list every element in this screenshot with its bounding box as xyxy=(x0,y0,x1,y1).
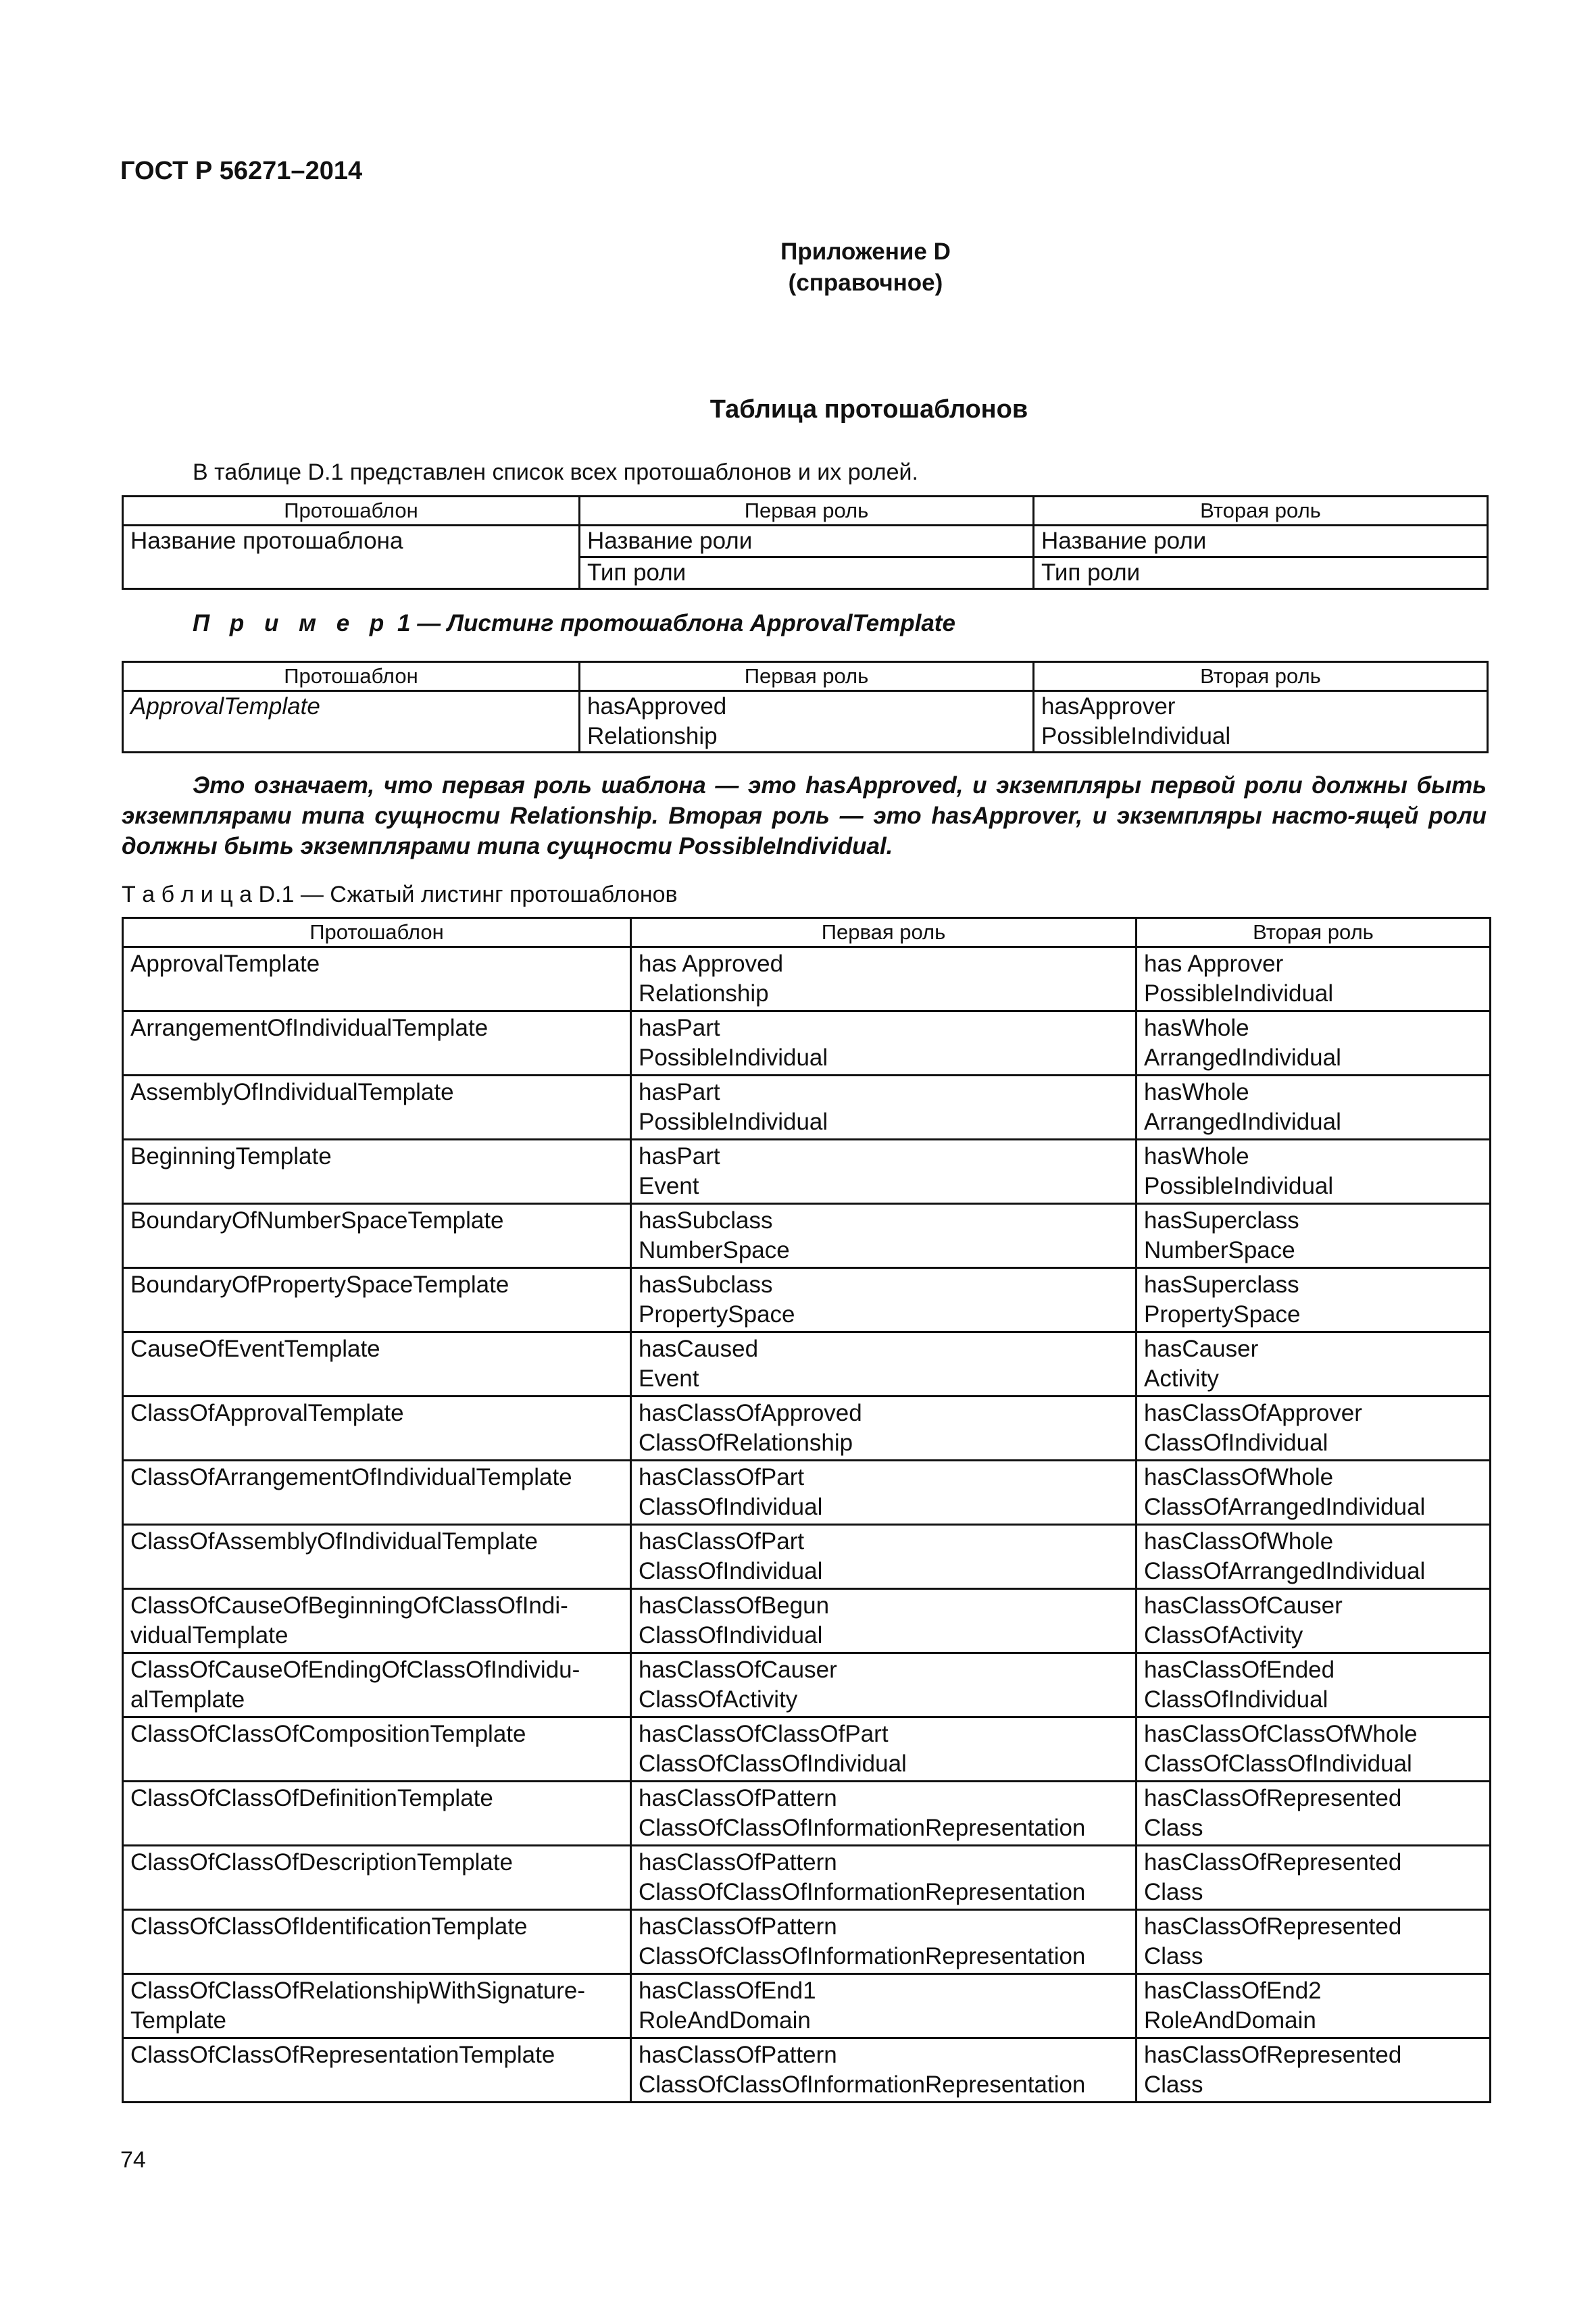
cell-line: hasCauser xyxy=(1144,1336,1259,1362)
cell-line: hasClassOfBegun xyxy=(639,1592,830,1619)
cell-line: ClassOfArrangedIndividual xyxy=(1144,1558,1426,1584)
cell-line: ClassOfCauseOfBeginningOfClassOfIndi- xyxy=(130,1592,568,1619)
template-cell xyxy=(123,1140,631,1204)
template-cell xyxy=(123,1076,631,1140)
cell-line: ClassOfAssemblyOfIndividualTemplate xyxy=(130,1528,539,1555)
template-cell xyxy=(123,1525,631,1589)
cell-line: ArrangedIndividual xyxy=(1144,1109,1341,1135)
cell-line: CauseOfEventTemplate xyxy=(130,1336,380,1362)
role2-cell xyxy=(1137,1268,1491,1332)
template-cell xyxy=(123,2038,631,2103)
role2-cell xyxy=(1137,2038,1491,2103)
cell-line: ClassOfIndividual xyxy=(1144,1686,1328,1713)
table-row xyxy=(123,691,1488,753)
header-cell: Протошаблон xyxy=(123,497,580,526)
role1-cell xyxy=(580,691,1034,753)
cell-line: PossibleIndividual xyxy=(639,1045,828,1071)
cell-line: hasClassOfCauser xyxy=(1144,1592,1343,1619)
cell-line: Event xyxy=(639,1173,699,1199)
template-cell xyxy=(123,1974,631,2038)
cell-line: hasClassOfPattern xyxy=(639,1913,837,1940)
table-row xyxy=(123,1717,1491,1782)
table-row xyxy=(123,1011,1491,1076)
cell-line: hasClassOfPart xyxy=(639,1464,805,1490)
cell-line: hasClassOfRepresented xyxy=(1144,1785,1402,1811)
template-cell xyxy=(123,1397,631,1461)
template-cell xyxy=(123,1589,631,1653)
cell-line: Event xyxy=(639,1365,699,1392)
cell-line: ClassOfClassOfRepresentationTemplate xyxy=(130,2042,555,2068)
template-name-cell: ApprovalTemplate xyxy=(123,691,580,753)
cell-line: PossibleIndividual xyxy=(1144,1173,1334,1199)
template-cell xyxy=(123,1332,631,1397)
table-row xyxy=(123,1268,1491,1332)
role2-cell xyxy=(1137,947,1491,1011)
cell-line: hasCaused xyxy=(639,1336,759,1362)
role2-type-cell: Тип роли xyxy=(1034,557,1488,589)
cell-line: ApprovalTemplate xyxy=(130,951,320,977)
table-caption-prefix: Т а б л и ц а xyxy=(122,882,253,907)
table-row xyxy=(123,1461,1491,1525)
header-cell: Протошаблон xyxy=(123,918,631,947)
table-row xyxy=(123,1397,1491,1461)
main-table-header-row xyxy=(123,918,1491,947)
table-row xyxy=(123,1076,1491,1140)
cell-line: hasClassOfClassOfPart xyxy=(639,1721,889,1747)
table-caption-text: D.1 — Сжатый листинг протошаблонов xyxy=(252,882,678,907)
cell-line: ClassOfIndividual xyxy=(639,1558,823,1584)
cell-line: hasSuperclass xyxy=(1144,1272,1299,1298)
cell-line: RoleAndDomain xyxy=(639,2007,811,2034)
cell-line: ClassOfActivity xyxy=(1144,1622,1303,1649)
cell-line: PropertySpace xyxy=(639,1301,795,1328)
page-number: 74 xyxy=(120,2147,146,2173)
cell-line: NumberSpace xyxy=(639,1237,790,1263)
role1-cell xyxy=(631,2038,1137,2103)
table-row xyxy=(123,1782,1491,1846)
main-table-body xyxy=(123,947,1491,2103)
cell-line: hasSubclass xyxy=(639,1207,773,1234)
table-row xyxy=(123,1140,1491,1204)
example-table-header-row xyxy=(123,662,1488,691)
role2-cell xyxy=(1137,1011,1491,1076)
cell-line: hasClassOfPattern xyxy=(639,1785,837,1811)
role1-name-cell: Название роли xyxy=(580,526,1034,557)
role2-cell xyxy=(1034,691,1488,753)
header-cell: Первая роль xyxy=(580,497,1034,526)
cell-line: Class xyxy=(1144,1815,1203,1841)
role2-cell xyxy=(1137,1332,1491,1397)
header-cell: Вторая роль xyxy=(1137,918,1491,947)
cell-line: alTemplate xyxy=(130,1686,245,1713)
cell-line: Template xyxy=(130,2007,227,2034)
cell-line: ClassOfClassOfInformationRepresentation xyxy=(639,1943,1086,1969)
cell-line: ClassOfArrangedIndividual xyxy=(1144,1494,1426,1520)
table-row xyxy=(123,1910,1491,1974)
cell-line: hasWhole xyxy=(1144,1015,1249,1041)
example-explanation: Это означает, что первая роль шаблона — это hasApproved, и экземпляры первой роли должны быть экземплярами типа сущности Relationship. Вторая роль — это hasApprover, и экземпляры насто-ящей роли должны быть экземплярами типа сущности PossibleIndividual. xyxy=(122,772,1487,859)
template-cell xyxy=(123,1268,631,1332)
template-name-cell: Название протошаблона xyxy=(123,526,580,589)
role1-cell xyxy=(631,1910,1137,1974)
role2-cell xyxy=(1137,1717,1491,1782)
cell-line: ClassOfIndividual xyxy=(639,1622,823,1649)
annex-subtitle: (справочное) xyxy=(788,270,943,296)
cell-line: hasWhole xyxy=(1144,1079,1249,1105)
role1-type-cell: Тип роли xyxy=(580,557,1034,589)
role1-cell xyxy=(631,1717,1137,1782)
document-code: ГОСТ Р 56271–2014 xyxy=(120,157,363,185)
role1-cell xyxy=(631,1846,1137,1910)
cell-line: hasClassOfEnd1 xyxy=(639,1978,816,2004)
cell-line: hasClassOfPattern xyxy=(639,2042,837,2068)
cell-line: ArrangedIndividual xyxy=(1144,1045,1341,1071)
role1-cell xyxy=(631,1011,1137,1076)
example-label-prefix: П р и м е р xyxy=(193,610,391,636)
role1-cell xyxy=(631,1525,1137,1589)
cell-line: NumberSpace xyxy=(1144,1237,1295,1263)
table-caption xyxy=(122,882,678,908)
cell-line: Activity xyxy=(1144,1365,1219,1392)
cell-line: BeginningTemplate xyxy=(130,1143,332,1169)
header-cell: Протошаблон xyxy=(123,662,580,691)
role2-cell xyxy=(1137,1974,1491,2038)
role1-type: Relationship xyxy=(587,723,718,749)
cell-line: hasPart xyxy=(639,1015,720,1041)
role1-cell xyxy=(631,1589,1137,1653)
role2-cell xyxy=(1137,1397,1491,1461)
template-cell xyxy=(123,1846,631,1910)
table-row xyxy=(123,526,1488,557)
section-title xyxy=(0,395,1596,424)
table-row xyxy=(123,1846,1491,1910)
table-row xyxy=(123,1204,1491,1268)
schema-table-header-row xyxy=(123,497,1488,526)
cell-line: Class xyxy=(1144,1879,1203,1905)
role1-cell xyxy=(631,1204,1137,1268)
cell-line: ClassOfClassOfRelationshipWithSignature- xyxy=(130,1978,586,2004)
cell-line: hasClassOfPart xyxy=(639,1528,805,1555)
cell-line: PropertySpace xyxy=(1144,1301,1301,1328)
template-cell xyxy=(123,1011,631,1076)
cell-line: has Approver xyxy=(1144,951,1284,977)
cell-line: hasClassOfPattern xyxy=(639,1849,837,1876)
cell-line: hasClassOfEnd2 xyxy=(1144,1978,1322,2004)
template-cell xyxy=(123,1717,631,1782)
cell-line: ClassOfClassOfIndividual xyxy=(1144,1751,1412,1777)
intro-paragraph: В таблице D.1 представлен список всех протошаблонов и их ролей. xyxy=(193,459,918,485)
template-cell xyxy=(123,947,631,1011)
role2-cell xyxy=(1137,1525,1491,1589)
cell-line: ClassOfClassOfInformationRepresentation xyxy=(639,1879,1086,1905)
cell-line: hasClassOfRepresented xyxy=(1144,1913,1402,1940)
cell-line: hasClassOfApproved xyxy=(639,1400,862,1426)
role2-cell xyxy=(1137,1204,1491,1268)
cell-line: hasClassOfRepresented xyxy=(1144,1849,1402,1876)
cell-line: PossibleIndividual xyxy=(639,1109,828,1135)
role2-cell xyxy=(1137,1461,1491,1525)
header-cell: Вторая роль xyxy=(1034,662,1488,691)
cell-line: Relationship xyxy=(639,980,769,1007)
cell-line: ClassOfClassOfCompositionTemplate xyxy=(130,1721,526,1747)
cell-line: hasPart xyxy=(639,1143,720,1169)
cell-line: hasSuperclass xyxy=(1144,1207,1299,1234)
role1-cell xyxy=(631,1076,1137,1140)
cell-line: AssemblyOfIndividualTemplate xyxy=(130,1079,454,1105)
cell-line: RoleAndDomain xyxy=(1144,2007,1316,2034)
example-label-text: 1 — Листинг протошаблона ApprovalTemplate xyxy=(391,610,955,636)
table-row xyxy=(123,1332,1491,1397)
cell-line: ClassOfIndividual xyxy=(639,1494,823,1520)
cell-line: BoundaryOfNumberSpaceTemplate xyxy=(130,1207,504,1234)
role2-cell xyxy=(1137,1653,1491,1717)
role2-cell xyxy=(1137,1589,1491,1653)
protemplate-table xyxy=(122,917,1491,2103)
annex-title: Приложение D xyxy=(780,238,951,265)
template-cell xyxy=(123,1910,631,1974)
section-title-text: Таблица протошаблонов xyxy=(709,395,1028,424)
cell-line: ClassOfCauseOfEndingOfClassOfIndividu- xyxy=(130,1657,580,1683)
annex-heading xyxy=(0,236,1596,299)
cell-line: ClassOfClassOfInformationRepresentation xyxy=(639,2071,1086,2098)
cell-line: ClassOfClassOfDefinitionTemplate xyxy=(130,1785,493,1811)
role2-cell xyxy=(1137,1140,1491,1204)
template-cell xyxy=(123,1653,631,1717)
role1-cell xyxy=(631,1397,1137,1461)
table-row xyxy=(123,947,1491,1011)
role1-cell xyxy=(631,1653,1137,1717)
role1-name: hasApproved xyxy=(587,693,727,720)
cell-line: hasClassOfApprover xyxy=(1144,1400,1362,1426)
role2-name: hasApprover xyxy=(1041,693,1176,720)
role2-type: PossibleIndividual xyxy=(1041,723,1231,749)
cell-line: hasSubclass xyxy=(639,1272,773,1298)
role1-cell xyxy=(631,1268,1137,1332)
template-cell xyxy=(123,1782,631,1846)
cell-line: ClassOfClassOfDescriptionTemplate xyxy=(130,1849,514,1876)
role2-cell xyxy=(1137,1782,1491,1846)
role1-cell xyxy=(631,1974,1137,2038)
cell-line: Class xyxy=(1144,2071,1203,2098)
role1-cell xyxy=(631,1140,1137,1204)
cell-line: ClassOfClassOfIdentificationTemplate xyxy=(130,1913,528,1940)
cell-line: Class xyxy=(1144,1943,1203,1969)
cell-line: ClassOfRelationship xyxy=(639,1430,853,1456)
table-row xyxy=(123,2038,1491,2103)
cell-line: BoundaryOfPropertySpaceTemplate xyxy=(130,1272,509,1298)
header-cell: Первая роль xyxy=(631,918,1137,947)
cell-line: hasClassOfCauser xyxy=(639,1657,837,1683)
template-cell xyxy=(123,1461,631,1525)
example-table xyxy=(122,661,1489,753)
role1-cell xyxy=(631,1782,1137,1846)
cell-line: ArrangementOfIndividualTemplate xyxy=(130,1015,489,1041)
cell-line: has Approved xyxy=(639,951,784,977)
cell-line: hasClassOfRepresented xyxy=(1144,2042,1402,2068)
template-cell xyxy=(123,1204,631,1268)
cell-line: ClassOfApprovalTemplate xyxy=(130,1400,404,1426)
table-row xyxy=(123,1653,1491,1717)
role2-cell xyxy=(1137,1910,1491,1974)
role2-cell xyxy=(1137,1076,1491,1140)
cell-line: ClassOfIndividual xyxy=(1144,1430,1328,1456)
cell-line: hasWhole xyxy=(1144,1143,1249,1169)
role2-cell xyxy=(1137,1846,1491,1910)
cell-line: PossibleIndividual xyxy=(1144,980,1334,1007)
cell-line: ClassOfClassOfIndividual xyxy=(639,1751,907,1777)
cell-line: hasClassOfWhole xyxy=(1144,1464,1334,1490)
cell-line: hasClassOfClassOfWhole xyxy=(1144,1721,1418,1747)
role2-name-cell: Название роли xyxy=(1034,526,1488,557)
example-label xyxy=(193,610,955,637)
role1-cell xyxy=(631,947,1137,1011)
header-cell: Вторая роль xyxy=(1034,497,1488,526)
table-row xyxy=(123,1589,1491,1653)
table-row xyxy=(123,1974,1491,2038)
cell-line: ClassOfClassOfInformationRepresentation xyxy=(639,1815,1086,1841)
cell-line: ClassOfArrangementOfIndividualTemplate xyxy=(130,1464,572,1490)
cell-line: hasPart xyxy=(639,1079,720,1105)
role1-cell xyxy=(631,1332,1137,1397)
schema-table xyxy=(122,495,1489,590)
cell-line: ClassOfActivity xyxy=(639,1686,798,1713)
cell-line: hasClassOfEnded xyxy=(1144,1657,1335,1683)
cell-line: hasClassOfWhole xyxy=(1144,1528,1334,1555)
cell-line: vidualTemplate xyxy=(130,1622,289,1649)
role1-cell xyxy=(631,1461,1137,1525)
header-cell: Первая роль xyxy=(580,662,1034,691)
table-row xyxy=(123,1525,1491,1589)
